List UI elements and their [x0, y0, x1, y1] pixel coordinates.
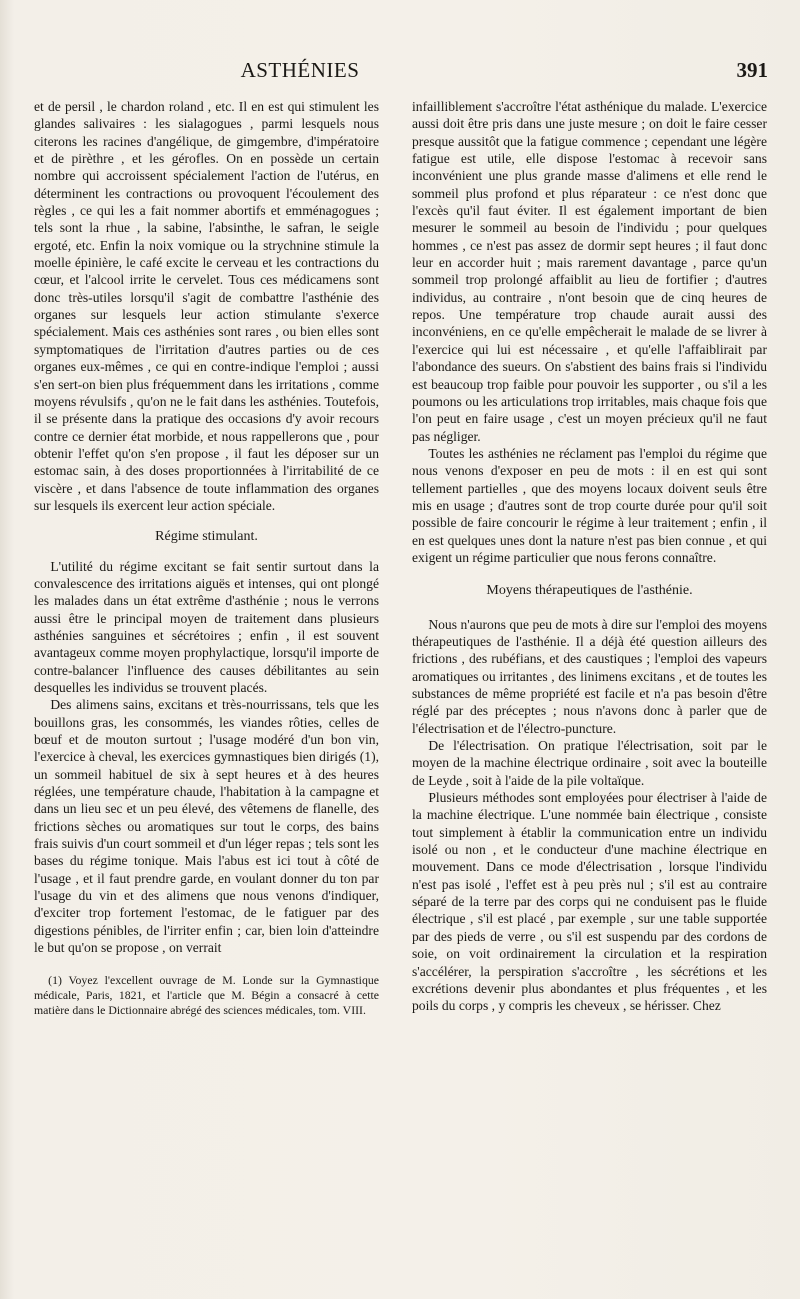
right-paragraph-5: Plusieurs méthodes sont employées pour électriser à l'aide de la machine électrique. L'une nommée bain électrique , consiste tout simplement à établir la communication entre un individu isolé ou non , et le conducteur d'une machine électrique en mouvement. Dans ce mode d'électrisation , lorsque l'individu n'est pas isolé , l'effet est à peu près nul ; s'il est au contraire séparé de la terre par des corps qui ne conduisent pas le fluide électrique , s'il est placé , par exemple , sur une table supportée par des pieds de verre , ou s'il est suspendu par des cordons de soie, on voit ordinairement la circulation et la respiration s'accélérer, la perspiration s'accroître , les sécrétions et les excrétions devenir plus abondantes et plus fréquentes , et les poils du corps , y compris les cheveux , se hérisser. Chez	[412, 790, 767, 1014]
page-number: 391	[736, 58, 768, 82]
right-paragraph-2: Toutes les asthénies ne réclament pas l'emploi du régime que nous venons d'exposer en peu de mots : il en est qui sont tellement partielles , que des moyens locaux doivent seuls être mis en usage ; d'autres sont de trop courte durée pour qu'il soit possible de faire concourir le régime à leur traitement ; enfin , il en est quelques unes dont la nature n'est pas bien connue , et qui exigent un régime particulier que nous ferons connaître.	[412, 445, 767, 565]
left-column	[34, 98, 379, 1018]
section-heading-therapeutics: Moyens thérapeutiques de l'asthénie.	[486, 583, 693, 599]
right-paragraph-3: Nous n'aurons que peu de mots à dire sur l'emploi des moyens thérapeutiques de l'asthénie. Il a déjà été question ailleurs des frictions , des rubéfians, et des caustiques ; l'emploi des vapeurs aromatiques ou irritantes , des linimens excitans , et de toutes les substances de même propriété est facile et n'a pas besoin d'être réglé par des préceptes ; nous n'avons donc à parler que de l'électrisation et de l'électro-puncture.	[412, 616, 767, 736]
right-column	[412, 98, 767, 1015]
section-heading-regime: Régime stimulant.	[155, 529, 258, 545]
right-paragraph-4: De l'électrisation. On pratique l'électrisation, soit par le moyen de la machine électrique ordinaire , soit avec la bouteille de Leyde , soit à l'aide de la pile voltaïque.	[412, 738, 767, 788]
left-paragraph-3: Des alimens sains, excitans et très-nourrissans, tels que les bouillons gras, les consommés, les viandes rôties, celles de bœuf et de mouton surtout ; l'usage modéré d'un bon vin, l'exercice à cheval, les exercices gymnastiques bien dirigés (1), un sommeil habituel de six à sept heures et à des heures réglées, une température chaude, l'habitation à la campagne et dans un lieu sec et un peu élevé, des vêtemens de flanelle, des frictions sèches ou aromatiques sur tout le corps, des bains frais suivis d'un court sommeil et d'un léger repas ; tels sont les bases du régime tonique. Mais l'abus est ici tout à côté de l'usage , et il faut prendre garde, en voulant donner du ton par l'usage du vin et des alimens que nous venons d'indiquer, d'exciter trop fortement l'estomac, de le fatiguer par des digestions pénibles, de l'irriter enfin ; car, bien loin d'atteindre le but qu'on se propose , on verrait	[34, 697, 379, 956]
left-paragraph-2: L'utilité du régime excitant se fait sentir surtout dans la convalescence des irritations aiguës et intenses, qui ont plongé les malades dans un état extrême d'asthénie ; nous le verrons aussi être le principal moyen de traitement dans plusieurs asthénies sanguines et sécrétoires ; enfin , il est souvent avantageux comme moyen prophylactique, lorsqu'il importe de contre-balancer l'influence des causes débilitantes au sein desquelles les individus se trouvent placés.	[34, 558, 379, 695]
footnote: (1) Voyez l'excellent ouvrage de M. Londe sur la Gymnastique médicale, Paris, 1821, et l'article que M. Bégin a consacré à cette matière dans le Dictionnaire abrégé des sciences médicales, tom. VIII.	[34, 972, 379, 1017]
left-paragraph-1: et de persil , le chardon roland , etc. Il en est qui stimulent les glandes salivaires : les sialagogues , parmi lesquels nous citerons les racines d'angélique, de gimgembre, d'impératoire et de pirèthre , et les gérofles. On en possède un certain nombre qui accroissent spécialement l'action de l'utérus, en déterminent les contractions ou provoquent l'écoulement des règles , ce qui les a fait nommer abortifs et emménagogues ; tels sont la rhue , la sabine, l'absinthe, le safran, le seigle ergoté, etc. Enfin la noix vomique ou la strychnine stimule la moelle épinière, le café excite le cerveau et les contractions du cœur, et l'alcool irrite le cervelet. Tous ces médicamens sont donc très-utiles lorsqu'il s'agit de combattre l'asthénie des organes sur lesquels leur action stimulante s'exerce spécialement. Mais ces asthénies sont rares , ou bien elles sont symptomatiques de l'irritation d'autres parties ou de ces organes eux-mêmes , ce qui en contre-indique l'emploi ; aussi s'en sert-on bien plus fréquemment dans les irritations , comme moyens révulsifs , qu'on ne le fait dans les asthénies. Toutefois, il se présente dans la pratique des occasions d'y avoir recours contre ce dernier état morbide, et nous rappellerons que , pour obtenir l'effet qu'on s'en propose , il faut les déposer sur un estomac sain, à des doses proportionnées à l'irritabilité de ce viscère , et dans l'absence de toute inflammation des organes sur lesquels ils exercent leur action spéciale.	[34, 99, 379, 513]
running-head	[0, 58, 800, 88]
right-paragraph-1: infailliblement s'accroître l'état asthénique du malade. L'exercice aussi doit être pris dans une juste mesure ; on doit le faire cesser presque aussitôt que la fatigue commence ; cependant une légère fatigue est utile, elle dispose l'estomac à recevoir sans inconvénient une plus grande masse d'alimens et elle rend le sommeil plus profond et plus réparateur : ce n'est donc que l'excès qu'il faut éviter. Il est également important de bien mesurer le sommeil au besoin de l'individu ; pour quelques hommes , ce n'est pas assez de dormir sept heures ; il faut donc leur en accorder huit ; mais rarement davantage , parce qu'un sommeil trop prolongé affaiblit au lieu de fortifier ; d'autres individus, au contraire , n'ont besoin que de cinq heures de repos. Une température trop chaude aurait aussi des inconvéniens, en ce qu'elle empêcherait le malade de se livrer à l'exercice qui lui est nécessaire , et qu'elle l'affaiblirait par l'abondance des sueurs. On s'abstient des bains frais si l'individu est beaucoup trop faible pour pouvoir les supporter , ou s'il a les poumons ou les articulations trop irritables, mais chaque fois que l'on peut en faire usage , c'est un moyen précieux qu'il ne faut pas négliger.	[412, 99, 767, 444]
running-title: ASTHÉNIES	[240, 58, 360, 82]
